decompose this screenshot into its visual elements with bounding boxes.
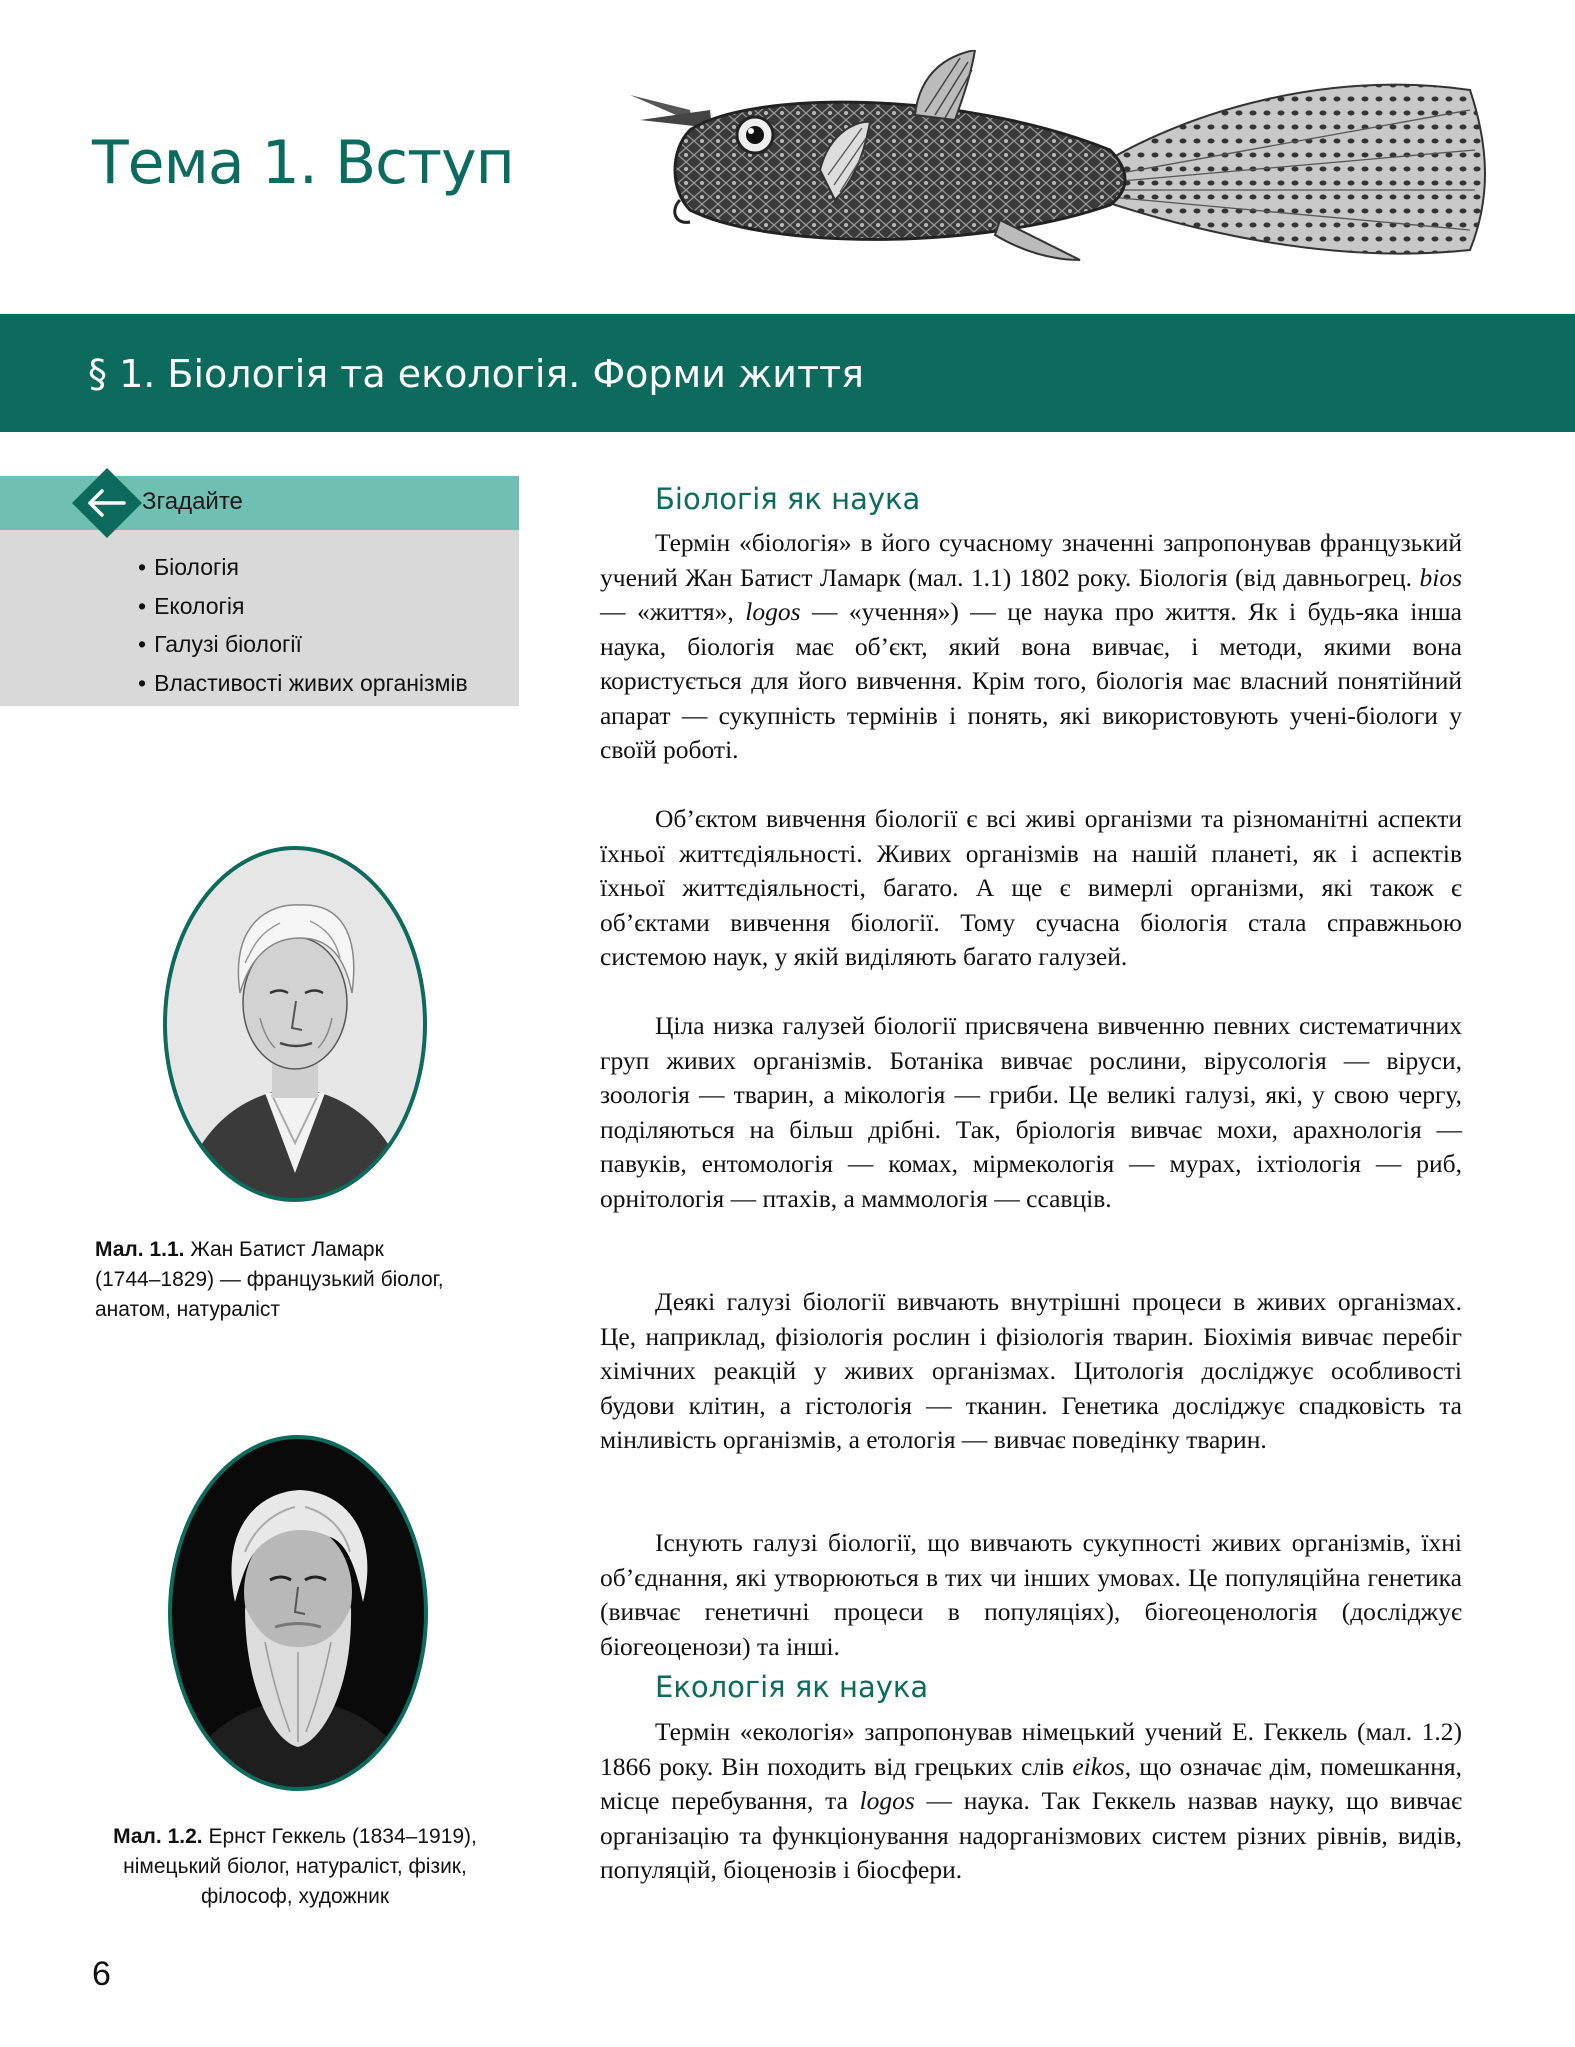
recall-item: • Біологія	[138, 548, 468, 587]
section-heading-biology: Біологія як наука	[655, 482, 921, 516]
lamarck-portrait	[160, 843, 430, 1205]
figure-caption-line: Ернст Геккель (1834–1919),	[208, 1825, 477, 1848]
paragraph-1	[600, 526, 1462, 768]
figure-caption-line: філософ, художник	[200, 1885, 390, 1908]
recall-item: • Галузі біології	[138, 625, 468, 664]
section-heading-ecology: Екологія як наука	[655, 1670, 929, 1704]
haeckel-portrait	[165, 1432, 431, 1794]
paragraph-3: Ціла низка галузей біології присвячена вивченню певних систематичних груп живих організмів. Ботаніка вивчає рослини, вірусологія — віруси, зоологія — тварин, а мікологія — гриби. Це великі галузі, які, у свою чергу, поділяються на більш дрібні. Так, бріологія вивчає мохи, арахнологія — павуків, ентомологія — комах, мірмекологія — мурах, іхтіологія — риб, орнітологія — птахів, а маммологія — ссавців.	[600, 1011, 1462, 1213]
paragraph-2: Об’єктом вивчення біології є всі живі організми та різноманітні аспекти їхньої життєдіяльності. Живих організмів на нашій планеті, як і аспектів їхньої життєдіяльності, багато. А ще є вимерлі організми, які також є об’єктами вивчення біології. Тому сучасна біологія стала справжньою системою наук, у якій виділяють багато галузей.	[600, 804, 1462, 971]
figure-caption-2	[60, 1822, 530, 1912]
paragraph-text: — «учення») — це наука про життя. Як і будь-яка інша наука, біологія має об’єкт, який вона вивчає, і методи, якими вона користується для його вивчення. Крім того, біологія має власний понятійний апарат — сукупність термінів і понять, які використовують учені-біологи у своїй роботі.	[600, 597, 1462, 764]
figure-caption-line: Жан Батист Ламарк	[190, 1238, 384, 1261]
term-italic: bios	[1419, 562, 1462, 592]
figure-caption-1	[95, 1235, 535, 1325]
recall-box	[0, 476, 519, 706]
recall-title: Згадайте	[142, 488, 243, 515]
recall-list	[138, 548, 468, 702]
paragraph-text: — «життя»,	[600, 597, 746, 626]
paragraph-6	[600, 1715, 1462, 1888]
paragraph-text: Термін «біологія» в його сучасному значенні запропонував французький учений Жан Батист Ламарк (мал. 1.1) 1802 року. Біологія (від давньогрец.	[600, 528, 1462, 592]
topic-title: Тема 1. Вступ	[92, 128, 514, 198]
paragraph-text: — наука. Так Геккель назвав науку, що вивчає організацію та функціонування надорганізмових систем різних рівнів, видів, популяцій, біоценозів і біосфери.	[600, 1786, 1463, 1884]
figure-label-2: Мал. 1.2.	[113, 1825, 203, 1848]
paragraph-text: , що означає дім, помешкання, місце перебування, та	[600, 1751, 1462, 1815]
figure-caption-line: німецький біолог, натураліст, фізик,	[123, 1855, 467, 1878]
recall-item: • Властивості живих організмів	[138, 664, 468, 703]
paragraph-text: Термін «екологія» запропонував німецький учений Е. Геккель (мал. 1.2) 1866 року. Він походить від грецьких слів	[600, 1717, 1462, 1781]
boxfish-illustration	[630, 50, 1490, 270]
figure-caption-line: (1744–1829) — французький біолог,	[95, 1268, 444, 1291]
figure-caption-line: анатом, натураліст	[95, 1298, 280, 1321]
paragraph-4: Деякі галузі біології вивчають внутрішні процеси в живих організмах. Це, наприклад, фізіологія рослин і фізіологія тварин. Біохімія вивчає перебіг хімічних реакцій у живих організмах. Цитологія досліджує особливості будови клітин, а гістологія — тканин. Генетика досліджує спадковість та мінливість організмів, а етологія — вивчає поведінку тварин.	[600, 1287, 1462, 1454]
figure-label-1: Мал. 1.1.	[95, 1238, 185, 1261]
term-italic: eikos	[1072, 1751, 1125, 1781]
page-number: 6	[92, 1955, 111, 1993]
section-title: § 1. Біологія та екологія. Форми життя	[88, 352, 865, 396]
section-banner	[0, 314, 1575, 432]
term-italic: logos	[745, 597, 801, 626]
term-italic: logos	[859, 1786, 915, 1815]
arrow-left-icon	[72, 468, 142, 538]
paragraph-5: Існують галузі біології, що вивчають сукупності живих організмів, їхні об’єднання, які утворюються в тих чи інших умовах. Це популяційна генетика (вивчає генетичні процеси в популяціях), біогеоценологія (досліджує біогеоценози) та інші.	[600, 1528, 1462, 1661]
recall-item: • Екологія	[138, 587, 468, 626]
recall-header	[0, 476, 519, 530]
